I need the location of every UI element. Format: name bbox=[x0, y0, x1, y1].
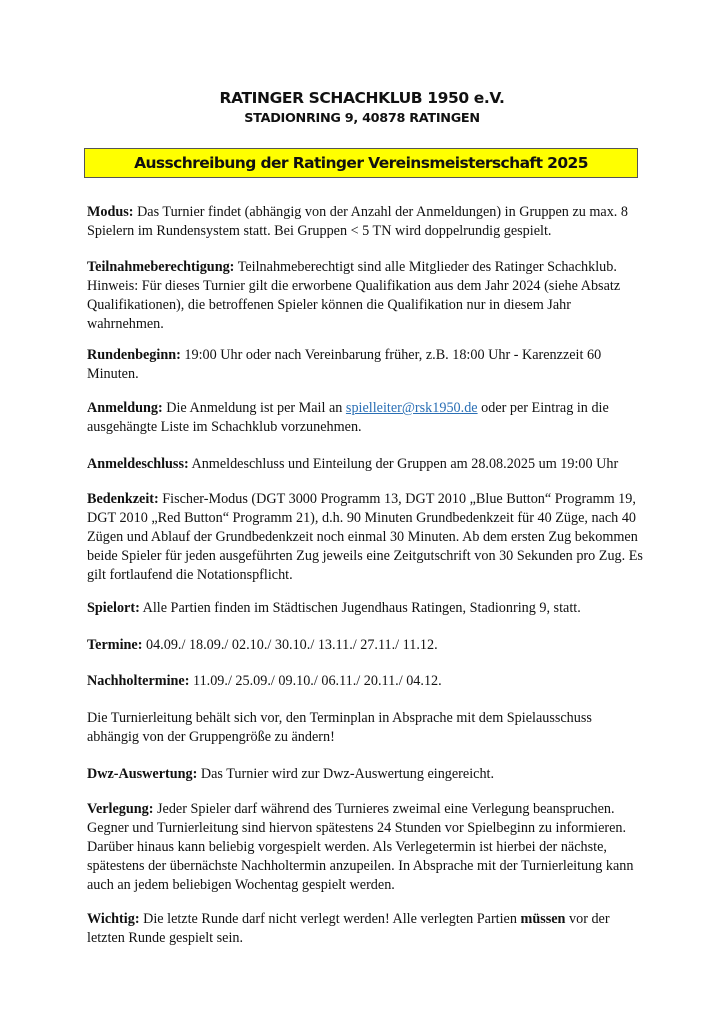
email-link[interactable]: spielleiter@rsk1950.de bbox=[345, 400, 478, 416]
section-text: Die Turnierleitung behält sich vor, den Terminplan in Absprache mit dem Spielausschuss abhängig von der Gruppengröße zu ändern! bbox=[87, 710, 592, 745]
title-banner bbox=[84, 148, 638, 178]
section-text: Anmeldeschluss und Einteilung der Gruppen am 28.08.2025 um 19:00 Uhr bbox=[188, 456, 619, 472]
section-modus bbox=[87, 203, 647, 241]
section-termine bbox=[87, 636, 647, 655]
section-anmeldeschluss bbox=[87, 455, 647, 474]
section-dwz-auswertung bbox=[87, 765, 647, 784]
section-anmeldung bbox=[87, 399, 647, 437]
section-text: Das Turnier wird zur Dwz-Auswertung eingereicht. bbox=[197, 766, 495, 782]
section-label: Termine: bbox=[87, 637, 143, 653]
emphasis-text: müssen bbox=[520, 911, 566, 927]
section-nachholtermine bbox=[87, 672, 647, 691]
club-address: STADIONRING 9, 40878 RATINGEN bbox=[244, 111, 480, 126]
section-text: Die Anmeldung ist per Mail an bbox=[162, 400, 346, 416]
section-text: 19:00 Uhr oder nach Vereinbarung früher, z.B. 18:00 Uhr - Karenzzeit 60 Minuten. bbox=[87, 347, 602, 382]
section-label: Anmeldung: bbox=[87, 400, 163, 416]
section-label: Anmeldeschluss: bbox=[87, 456, 189, 472]
section-text: oder per Eintrag in die ausgehängte Liste im Schachklub vorzunehmen. bbox=[87, 400, 609, 435]
section-label: Spielort: bbox=[87, 600, 140, 616]
section-text: Alle Partien finden im Städtischen Jugendhaus Ratingen, Stadionring 9, statt. bbox=[139, 600, 581, 616]
section-label: Wichtig: bbox=[87, 911, 140, 927]
section-text: 11.09./ 25.09./ 09.10./ 06.11./ 20.11./ 04.12. bbox=[189, 673, 442, 689]
section-vorbehalt bbox=[87, 709, 647, 747]
document-title: Ausschreibung der Ratinger Vereinsmeisterschaft 2025 bbox=[134, 154, 588, 172]
section-label: Verlegung: bbox=[87, 801, 154, 817]
club-name: RATINGER SCHACHKLUB 1950 e.V. bbox=[219, 89, 505, 107]
section-label: Teilnahmeberechtigung: bbox=[87, 259, 235, 275]
section-spielort bbox=[87, 599, 647, 618]
section-text: Die letzte Runde darf nicht verlegt werden! Alle verlegten Partien bbox=[139, 911, 521, 927]
section-text: vor der letzten Runde gespielt sein. bbox=[87, 911, 610, 946]
section-label: Nachholtermine: bbox=[87, 673, 190, 689]
section-label: Modus: bbox=[87, 204, 134, 220]
section-text: Jeder Spieler darf während des Turnieres zweimal eine Verlegung beanspruchen. Gegner und Turnierleitung sind hiervon spätestens 24 Stunden vor Spielbeginn zu informieren. Darüber hinaus kann beliebig vorgespielt werden. Als Verlegetermin ist hierbei der nächste, spätestens der übernächste Nachholtermin anzupeilen. In Absprache mit der Turnierleitung kann auch an jedem beliebigen Wochentag gespielt werden. bbox=[87, 801, 634, 893]
section-bedenkzeit bbox=[87, 490, 647, 585]
section-verlegung bbox=[87, 800, 647, 895]
section-teilnahmeberechtigung bbox=[87, 258, 647, 334]
section-text: Das Turnier findet (abhängig von der Anzahl der Anmeldungen) in Gruppen zu max. 8 Spielern im Rundensystem statt. Bei Gruppen < 5 TN wird doppelrundig gespielt. bbox=[87, 204, 628, 239]
section-label: Bedenkzeit: bbox=[87, 491, 159, 507]
section-label: Dwz-Auswertung: bbox=[87, 766, 198, 782]
section-text: Teilnahmeberechtigt sind alle Mitglieder des Ratinger Schachklub. Hinweis: Für dieses Turnier gilt die erworbene Qualifikation aus dem Jahr 2024 (siehe Absatz Qualifikationen), die betroffenen Spieler können die Qualifikation nur in diesem Jahr wahrnehmen. bbox=[87, 259, 621, 332]
section-text: 04.09./ 18.09./ 02.10./ 30.10./ 13.11./ 27.11./ 11.12. bbox=[142, 637, 438, 653]
section-wichtig bbox=[87, 910, 647, 948]
section-text: Fischer-Modus (DGT 3000 Programm 13, DGT 2010 „Blue Button“ Programm 19, DGT 2010 „Red Button“ Programm 21), d.h. 90 Minuten Grundbedenkzeit für 40 Züge, nach 40 Zügen und Ablauf der Grundbedenkzeit noch einmal 30 Minuten. Ab dem ersten Zug bekommen beide Spieler für jeden ausgeführten Zug jeweils eine Zeitgutschrift von 30 Sekunden pro Zug. Es gilt fortlaufend die Notationspflicht. bbox=[87, 491, 643, 583]
section-label: Rundenbeginn: bbox=[87, 347, 181, 363]
section-rundenbeginn bbox=[87, 346, 647, 384]
